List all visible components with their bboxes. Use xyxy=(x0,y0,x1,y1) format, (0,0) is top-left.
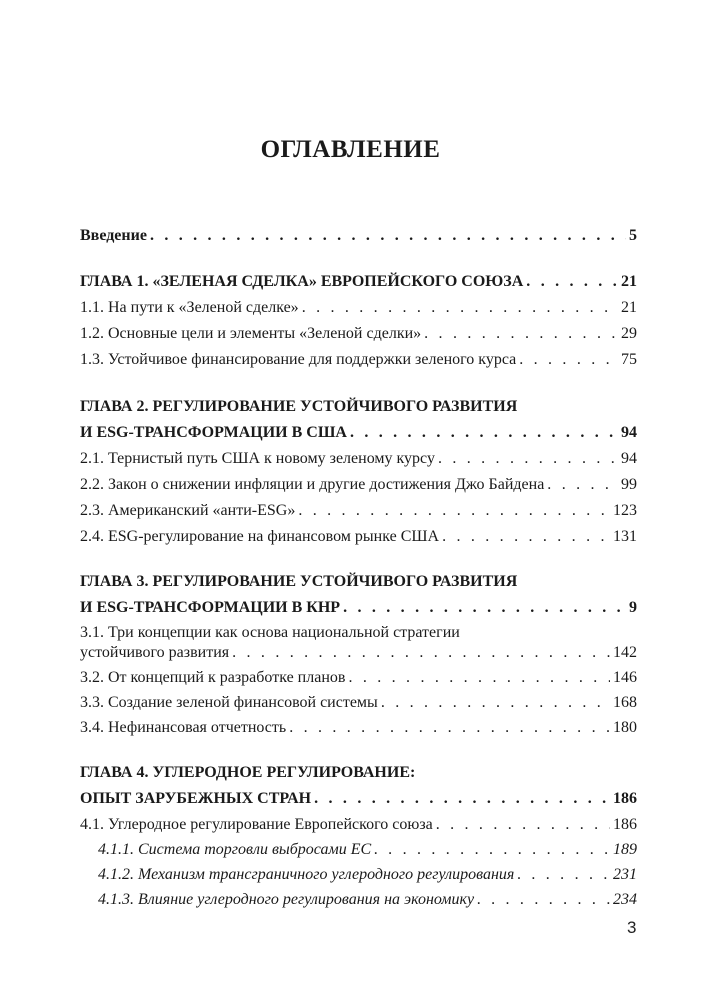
toc-page: 186 xyxy=(613,790,637,807)
toc-leader-dots xyxy=(547,475,618,495)
toc-label: 3.2. От концепций к разработке планов xyxy=(80,669,346,686)
toc-leader-dots xyxy=(374,840,610,860)
toc-entry-3-1[interactable] xyxy=(80,643,637,663)
toc-entry-3-2[interactable] xyxy=(80,668,637,688)
toc-page: 21 xyxy=(621,299,637,316)
toc-entry-2-1[interactable] xyxy=(80,449,637,469)
toc-entry-4-1-3[interactable] xyxy=(98,890,637,910)
toc-leader-dots xyxy=(348,668,610,688)
toc-entry-3-4[interactable] xyxy=(80,718,637,738)
toc-leader-dots xyxy=(232,643,610,663)
toc-label: И ESG-ТРАНСФОРМАЦИИ В КНР xyxy=(80,599,341,616)
toc-page: 123 xyxy=(613,502,637,519)
toc-leader-dots xyxy=(477,890,610,910)
toc-entry-introduction[interactable] xyxy=(80,226,637,246)
toc-leader-dots xyxy=(150,226,626,246)
toc-page: 146 xyxy=(613,669,637,686)
toc-entry-4-1[interactable] xyxy=(80,815,637,835)
toc-page: 94 xyxy=(621,424,637,441)
toc-label: 4.1. Углеродное регулирование Европейского союза xyxy=(80,816,433,833)
toc-leader-dots xyxy=(438,449,618,469)
toc-leader-dots xyxy=(302,298,618,318)
toc-entry-4-1-2[interactable] xyxy=(98,865,637,885)
toc-label: 4.1.1. Система торговли выбросами ЕС xyxy=(98,841,372,858)
toc-entry-2-2[interactable] xyxy=(80,475,637,495)
toc-leader-dots xyxy=(350,423,618,443)
toc-leader-dots xyxy=(314,789,610,809)
toc-label: 4.1.3. Влияние углеродного регулирования на экономику xyxy=(98,891,475,908)
toc-label: 1.1. На пути к «Зеленой сделке» xyxy=(80,299,299,316)
toc-label: Введение xyxy=(80,227,147,244)
toc-page: 21 xyxy=(621,273,637,290)
toc-entry-1-3[interactable] xyxy=(80,350,637,370)
toc-entry-4-1-1[interactable] xyxy=(98,840,637,860)
toc-leader-dots xyxy=(343,598,626,618)
toc-leader-dots xyxy=(381,693,610,713)
toc-page: 142 xyxy=(613,644,637,661)
toc-page: 29 xyxy=(621,325,637,342)
toc-label: 1.2. Основные цели и элементы «Зеленой сделки» xyxy=(80,325,422,342)
toc-page: 168 xyxy=(613,694,637,711)
toc-page: 75 xyxy=(621,351,637,368)
toc-section-3-1-title-line: 3.1. Три концепции как основа национальной стратегии xyxy=(80,624,460,641)
toc-leader-dots xyxy=(289,718,610,738)
toc-label: 2.2. Закон о снижении инфляции и другие достижения Джо Байдена xyxy=(80,476,545,493)
toc-page: 9 xyxy=(629,599,637,616)
toc-label: ГЛАВА 1. «ЗЕЛЕНАЯ СДЕЛКА» ЕВРОПЕЙСКОГО СОЮЗА xyxy=(80,273,524,290)
toc-leader-dots xyxy=(442,527,610,547)
toc-label: 2.1. Тернистый путь США к новому зеленому курсу xyxy=(80,450,435,467)
toc-page: 94 xyxy=(621,450,637,467)
toc-page: 99 xyxy=(621,476,637,493)
toc-label: 3.4. Нефинансовая отчетность xyxy=(80,719,287,736)
toc-chapter-2-title-line: ГЛАВА 2. РЕГУЛИРОВАНИЕ УСТОЙЧИВОГО РАЗВИТИЯ xyxy=(80,398,518,415)
toc-label: 1.3. Устойчивое финансирование для поддержки зеленого курса xyxy=(80,351,517,368)
toc-entry-chapter-3[interactable] xyxy=(80,598,637,618)
toc-leader-dots xyxy=(436,815,610,835)
toc-entry-3-3[interactable] xyxy=(80,693,637,713)
toc-entry-chapter-1[interactable] xyxy=(80,272,637,292)
toc-leader-dots xyxy=(526,272,618,292)
toc-page: 231 xyxy=(613,866,637,883)
toc-label: ОПЫТ ЗАРУБЕЖНЫХ СТРАН xyxy=(80,790,312,807)
toc-label: И ESG-ТРАНСФОРМАЦИИ В США xyxy=(80,424,347,441)
toc-leader-dots xyxy=(519,350,618,370)
toc-leader-dots xyxy=(424,324,618,344)
toc-page: 234 xyxy=(613,891,637,908)
toc-page: 180 xyxy=(613,719,637,736)
toc-page: 5 xyxy=(629,227,637,244)
page-title: ОГЛАВЛЕНИЕ xyxy=(260,136,441,163)
toc-label: 4.1.2. Механизм трансграничного углеродного регулирования xyxy=(98,866,515,883)
toc-label: устойчивого развития xyxy=(80,644,230,661)
toc-leader-dots xyxy=(298,501,610,521)
toc-entry-chapter-2[interactable] xyxy=(80,423,637,443)
toc-page: 189 xyxy=(613,841,637,858)
page-number: 3 xyxy=(627,918,637,937)
toc-entry-2-3[interactable] xyxy=(80,501,637,521)
toc-label: 2.4. ESG-регулирование на финансовом рынке США xyxy=(80,528,440,545)
toc-leader-dots xyxy=(517,865,610,885)
toc-label: 2.3. Американский «анти-ESG» xyxy=(80,502,296,519)
toc-page: 186 xyxy=(613,816,637,833)
toc-page: 131 xyxy=(613,528,637,545)
toc-entry-2-4[interactable] xyxy=(80,527,637,547)
toc-label: 3.3. Создание зеленой финансовой системы xyxy=(80,694,378,711)
toc-entry-1-2[interactable] xyxy=(80,324,637,344)
toc-chapter-4-title-line: ГЛАВА 4. УГЛЕРОДНОЕ РЕГУЛИРОВАНИЕ: xyxy=(80,764,416,781)
toc-entry-1-1[interactable] xyxy=(80,298,637,318)
toc-chapter-3-title-line: ГЛАВА 3. РЕГУЛИРОВАНИЕ УСТОЙЧИВОГО РАЗВИТИЯ xyxy=(80,573,518,590)
toc-entry-chapter-4[interactable] xyxy=(80,789,637,809)
